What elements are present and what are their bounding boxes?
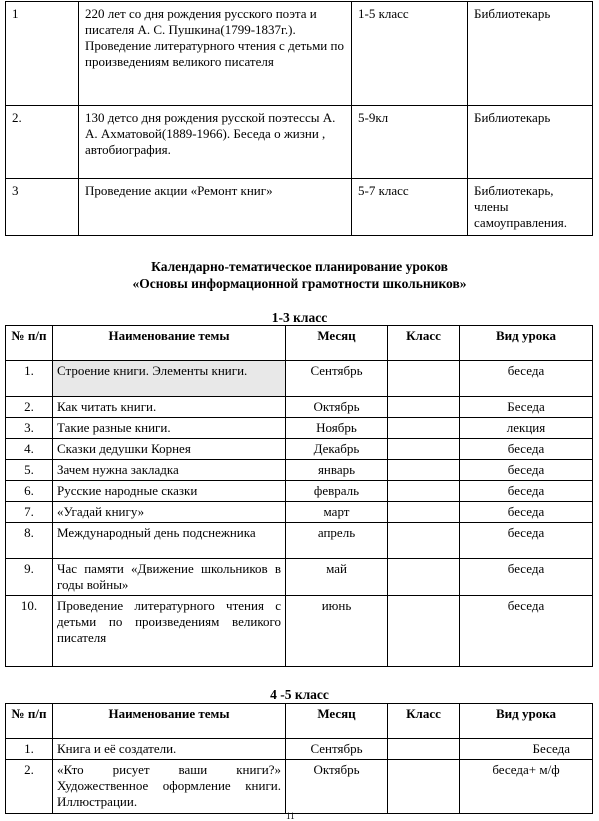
row-class — [388, 460, 460, 481]
event-responsible: Библиотекарь, члены самоуправления. — [468, 179, 593, 236]
row-number: 2. — [6, 760, 53, 814]
event-grade: 5-9кл — [352, 106, 468, 179]
row-topic: Час памяти «Движение школьников в годы войны» — [53, 559, 286, 596]
row-month: апрель — [286, 523, 388, 559]
row-month: Октябрь — [286, 760, 388, 814]
header-class: Класс — [388, 326, 460, 361]
plan-table-4-5 — [5, 703, 593, 814]
row-type: беседа+ м/ф — [460, 760, 593, 814]
row-month: Декабрь — [286, 439, 388, 460]
row-number: 1 — [6, 2, 79, 106]
row-class — [388, 439, 460, 460]
row-type: беседа — [460, 460, 593, 481]
table-row — [6, 361, 593, 397]
table-row — [6, 397, 593, 418]
row-topic: Строение книги. Элементы книги. — [53, 361, 286, 397]
row-number: 5. — [6, 460, 53, 481]
table-row — [6, 481, 593, 502]
header-month: Месяц — [286, 326, 388, 361]
row-number: 10. — [6, 596, 53, 667]
event-text: 130 детсо дня рождения русской поэтессы А. А. Ахматовой(1889-1966). Беседа о жизни , автобиография. — [79, 106, 352, 179]
row-type: Беседа — [460, 397, 593, 418]
row-number: 3. — [6, 418, 53, 439]
header-topic: Наименование темы — [53, 326, 286, 361]
table-row — [6, 460, 593, 481]
table-row — [6, 179, 593, 236]
row-number: 8. — [6, 523, 53, 559]
row-topic: Международный день подснежника — [53, 523, 286, 559]
row-topic: Как читать книги. — [53, 397, 286, 418]
row-type: беседа — [460, 481, 593, 502]
row-number: 2. — [6, 397, 53, 418]
table-row — [6, 596, 593, 667]
header-num: № п/п — [6, 326, 53, 361]
table-row — [6, 439, 593, 460]
table-row — [6, 739, 593, 760]
row-number: 2. — [6, 106, 79, 179]
row-class — [388, 361, 460, 397]
row-class — [388, 739, 460, 760]
row-class — [388, 502, 460, 523]
plan-title-line1: Календарно-тематическое планирование уроков — [151, 259, 448, 274]
header-type: Вид урока — [460, 326, 593, 361]
row-type: Беседа — [460, 739, 593, 760]
row-month: март — [286, 502, 388, 523]
row-month: февраль — [286, 481, 388, 502]
event-text: 220 лет со дня рождения русского поэта и писателя А. С. Пушкина(1799-1837г.). Проведение литературного чтения с детьми по произведениям великого писателя — [79, 2, 352, 106]
row-topic: Зачем нужна закладка — [53, 460, 286, 481]
header-month: Месяц — [286, 704, 388, 739]
row-class — [388, 596, 460, 667]
row-type: лекция — [460, 418, 593, 439]
row-class — [388, 523, 460, 559]
row-month: май — [286, 559, 388, 596]
table-header-row — [6, 704, 593, 739]
row-month: Сентябрь — [286, 361, 388, 397]
row-month: Октябрь — [286, 397, 388, 418]
table-row — [6, 418, 593, 439]
row-class — [388, 481, 460, 502]
row-type: беседа — [460, 502, 593, 523]
event-grade: 1-5 класс — [352, 2, 468, 106]
row-month: Сентябрь — [286, 739, 388, 760]
row-topic: «Кто рисует ваши книги?» Художественное оформление книги. Иллюстрации. — [53, 760, 286, 814]
row-topic: Проведение литературного чтения с детьми по произведениям великого писателя — [53, 596, 286, 667]
row-type: беседа — [460, 559, 593, 596]
table-row — [6, 559, 593, 596]
row-topic: Русские народные сказки — [53, 481, 286, 502]
row-month: Ноябрь — [286, 418, 388, 439]
section-title-4-5: 4 -5 класс — [270, 687, 329, 702]
row-type: беседа — [460, 596, 593, 667]
row-topic: Такие разные книги. — [53, 418, 286, 439]
plan-title-line2: «Основы информационной грамотности школьников» — [132, 276, 467, 291]
table-row — [6, 106, 593, 179]
table-header-row — [6, 326, 593, 361]
table-row — [6, 523, 593, 559]
event-grade: 5-7 класс — [352, 179, 468, 236]
table-row — [6, 2, 593, 106]
event-text: Проведение акции «Ремонт книг» — [79, 179, 352, 236]
row-class — [388, 760, 460, 814]
row-class — [388, 559, 460, 596]
event-responsible: Библиотекарь — [468, 2, 593, 106]
row-number: 4. — [6, 439, 53, 460]
header-type: Вид урока — [460, 704, 593, 739]
row-topic: «Угадай книгу» — [53, 502, 286, 523]
row-number: 7. — [6, 502, 53, 523]
section-title-1-3: 1-3 класс — [271, 310, 328, 325]
row-type: беседа — [460, 361, 593, 397]
header-num: № п/п — [6, 704, 53, 739]
row-number: 1. — [6, 739, 53, 760]
row-month: июнь — [286, 596, 388, 667]
header-class: Класс — [388, 704, 460, 739]
header-topic: Наименование темы — [53, 704, 286, 739]
table-row — [6, 760, 593, 814]
row-month: январь — [286, 460, 388, 481]
row-type: беседа — [460, 523, 593, 559]
row-class — [388, 418, 460, 439]
row-number: 1. — [6, 361, 53, 397]
event-responsible: Библиотекарь — [468, 106, 593, 179]
row-topic: Сказки дедушки Корнея — [53, 439, 286, 460]
row-topic: Книга и её создатели. — [53, 739, 286, 760]
plan-table-1-3 — [5, 325, 593, 667]
row-number: 3 — [6, 179, 79, 236]
row-type: беседа — [460, 439, 593, 460]
events-table — [5, 1, 593, 236]
row-number: 9. — [6, 559, 53, 596]
table-row — [6, 502, 593, 523]
row-number: 6. — [6, 481, 53, 502]
row-class — [388, 397, 460, 418]
page-number: 11 — [286, 811, 295, 821]
